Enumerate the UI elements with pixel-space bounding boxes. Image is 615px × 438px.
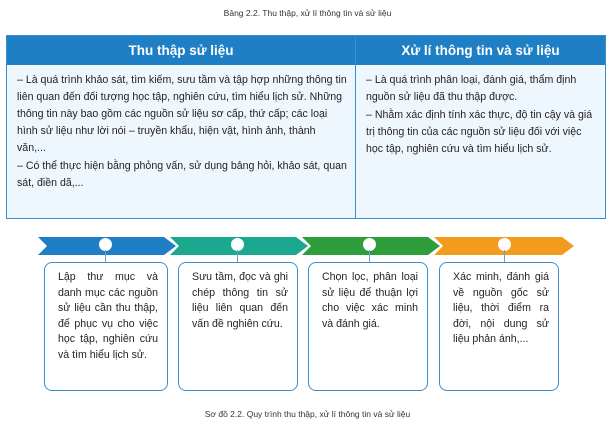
step-3-box: Chọn lọc, phân loại sử liệu để thuận lợi cho việc xác minh và đánh giá. [308,262,428,391]
table-header-process: Xử lí thông tin và sử liệu [356,36,605,65]
diagram-caption: Sơ đồ 2.2. Quy trình thu thập, xử lí thông tin và sử liệu [204,409,411,419]
table-cell-collect [17,72,347,193]
collect-item: – Là quá trình khảo sát, tìm kiếm, sưu tầm và tập hợp những thông tin liên quan đến đối tượng học tập, nghiên cứu, tìm hiểu lịch sử. Những thông tin này bao gồm các nguồn sử liệu sơ cấp, thứ cấp; các loại hình sử liệu như lời nói – truyền khẩu, hiện vật, hình ảnh, thành văn,... [17,74,347,154]
table-header-collect: Thu thập sử liệu [7,36,355,65]
table-cell-process [366,72,594,159]
process-item: – Là quá trình phân loại, đánh giá, thẩm định nguồn sử liệu đã thu thập được. [366,74,577,103]
collect-item: – Có thể thực hiện bằng phỏng vấn, sử dụng bảng hỏi, khảo sát, quan sát, điền dã,... [17,160,347,189]
step-1-box: Lập thư mục và danh mục các nguồn sử liệu cần thu thập, để phục vụ cho việc học tập, nghiên cứu và tìm hiểu lịch sử. [44,262,168,391]
process-item: – Nhằm xác định tính xác thực, độ tin cậy và giá trị thông tin của các nguồn sử liệu đối với việc học tập, nghiên cứu và tìm hiểu lịch sử. [366,109,593,155]
table-divider [355,36,356,218]
comparison-table [6,35,606,219]
step-2-box: Sưu tầm, đọc và ghi chép thông tin sử liệu liên quan đến vấn đề nghiên cứu. [178,262,298,391]
step-4-box: Xác minh, đánh giá về nguồn gốc sử liệu, thời điểm ra đời, nội dung sử liệu phản ánh,... [439,262,559,391]
table-caption: Bảng 2.2. Thu thập, xử lí thông tin và sử liệu [223,8,392,18]
